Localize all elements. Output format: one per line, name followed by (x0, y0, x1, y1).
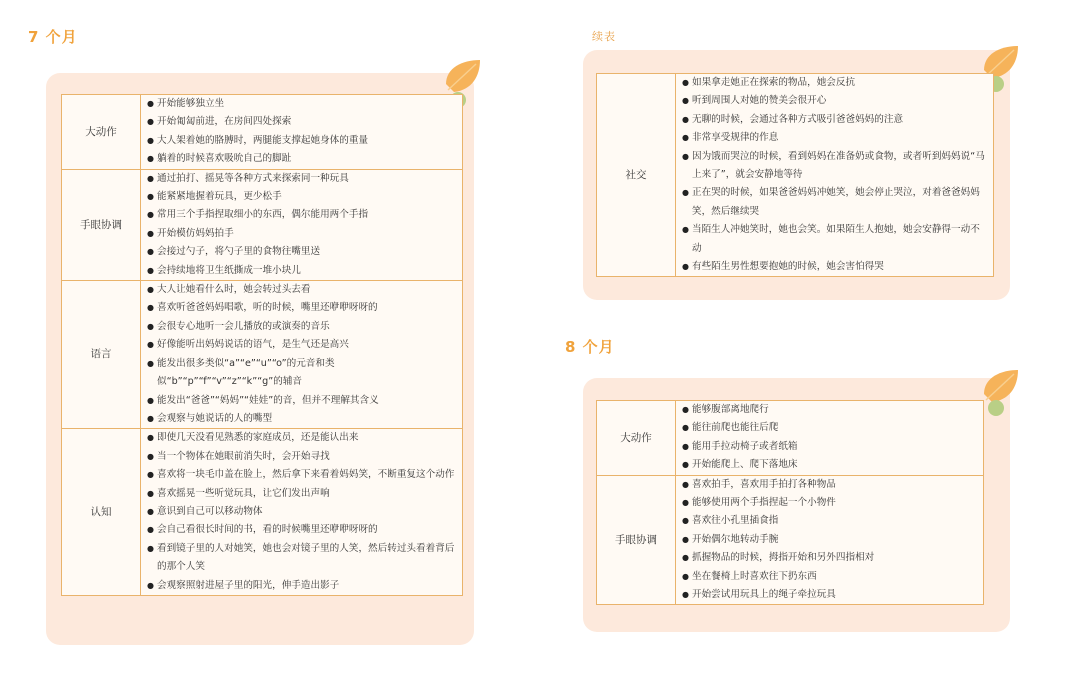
list-item (147, 355, 458, 392)
milestone-text: 有些陌生男性想要抱她的时候，她会害怕得哭 (692, 261, 884, 273)
list-item (147, 485, 458, 503)
table-row (597, 74, 994, 277)
milestone-text: 常用三个手指捏取细小的东西，偶尔能用两个手指 (157, 209, 369, 221)
bullet-icon: ● (147, 321, 154, 331)
milestone-list (141, 95, 463, 170)
list-item (147, 113, 458, 131)
section-heading-8-months: 8 个月 (565, 338, 615, 356)
milestone-text: 喜欢摇晃一些听觉玩具，让它们发出声响 (157, 487, 330, 499)
bullet-icon: ● (682, 96, 689, 106)
bullet-icon: ● (682, 78, 689, 87)
bullet-icon: ● (147, 173, 154, 183)
milestone-list (141, 281, 463, 429)
milestone-text: 正在哭的时候，如果爸爸妈妈冲她笑，她会停止哭泣，对着爸爸妈妈笑，然后继续哭 (692, 187, 980, 217)
list-item (147, 206, 458, 224)
bullet-icon: ● (682, 188, 689, 198)
bullet-icon: ● (147, 340, 154, 350)
bullet-icon: ● (147, 580, 154, 590)
list-item (147, 466, 458, 484)
milestone-text: 喜欢往小孔里插食指 (692, 515, 779, 527)
list-item (682, 92, 989, 110)
bullet-icon: ● (147, 395, 154, 405)
bullet-icon: ● (147, 228, 154, 238)
table-row (62, 95, 463, 170)
list-item (682, 111, 989, 129)
list-item (682, 494, 979, 512)
milestone-text: 看到镜子里的人对她笑，她也会对镜子里的人笑，然后转过头看着背后的那个人笑 (157, 542, 455, 573)
table-row (597, 401, 984, 476)
milestone-text: 喜欢听爸爸妈妈唱歌，听的时候，嘴里还咿咿呀呀的 (157, 302, 378, 314)
list-item (682, 148, 989, 185)
milestone-text: 大人让她看什么时，她会转过头去看 (157, 284, 311, 296)
milestone-text: 即使几天没看见熟悉的家庭成员，还是能认出来 (157, 432, 359, 444)
bullet-icon: ● (682, 516, 689, 526)
milestone-text: 当一个物体在她眼前消失时，会开始寻找 (157, 450, 330, 462)
table-row (597, 475, 984, 605)
bullet-icon: ● (682, 423, 689, 433)
bullet-icon: ● (682, 571, 689, 581)
category-label: 大动作 (597, 401, 676, 476)
milestone-text: 能发出“爸爸”“妈妈”“娃娃”的音，但并不理解其含义 (157, 394, 379, 406)
milestone-text: 会持续地将卫生纸撕成一堆小块儿 (157, 264, 301, 276)
bullet-icon: ● (147, 358, 154, 368)
milestone-text: 躺着的时候喜欢吸吮自己的脚趾 (157, 153, 292, 165)
milestone-text: 喜欢拍手，喜欢用手拍打各种物品 (692, 478, 836, 490)
milestone-list (676, 401, 984, 476)
milestone-text: 会很专心地听一会儿播放的或演奏的音乐 (157, 320, 330, 332)
milestone-text: 因为饿而哭泣的时候，看到妈妈在准备奶或食物，或者听到妈妈说“马上来了”，就会安静地等待 (692, 150, 985, 181)
bullet-icon: ● (682, 553, 689, 563)
milestone-text: 开始能够独立坐 (157, 98, 225, 109)
category-label: 手眼协调 (62, 169, 141, 280)
category-label: 大动作 (62, 95, 141, 170)
table-continued (596, 73, 994, 277)
list-item (147, 243, 458, 261)
bullet-icon: ● (147, 192, 154, 202)
milestone-text: 听到周围人对她的赞美会很开心 (692, 95, 827, 107)
list-item (147, 262, 458, 280)
list-item (147, 540, 458, 577)
bullet-icon: ● (147, 247, 154, 257)
list-item (682, 401, 979, 419)
section-heading-7-months: 7 个月 (28, 28, 78, 46)
list-item (682, 512, 979, 530)
list-item (682, 129, 989, 147)
milestone-text: 能够使用两个手指捏起一个小物件 (692, 497, 836, 509)
milestone-text: 开始尝试用玩具上的绳子牵拉玩具 (692, 589, 836, 601)
bullet-icon: ● (147, 135, 154, 145)
milestone-text: 能紧紧地握着玩具，更少松手 (157, 191, 282, 203)
category-label: 社交 (597, 74, 676, 277)
list-item (682, 221, 989, 258)
list-item (147, 503, 458, 521)
list-item (682, 586, 979, 604)
bullet-icon: ● (682, 133, 689, 143)
bullet-icon: ● (682, 534, 689, 544)
list-item (682, 438, 979, 456)
list-item (147, 225, 458, 243)
section-heading-continued: 续表 (592, 30, 616, 43)
milestone-list (141, 429, 463, 596)
bullet-icon: ● (147, 506, 154, 516)
bullet-icon: ● (147, 285, 154, 295)
milestone-text: 抓握物品的时候，拇指开始和另外四指相对 (692, 552, 875, 564)
list-item (147, 132, 458, 150)
list-item (147, 150, 458, 168)
list-item (682, 184, 989, 221)
bullet-icon: ● (682, 405, 689, 414)
table-7-months (61, 94, 463, 596)
bullet-icon: ● (682, 114, 689, 124)
bullet-icon: ● (682, 151, 689, 161)
milestone-text: 大人架着她的胳膊时，两腿能支撑起她身体的重量 (157, 134, 369, 146)
bullet-icon: ● (147, 525, 154, 535)
milestone-text: 好像能听出妈妈说话的语气，是生气还是高兴 (157, 339, 349, 351)
milestone-text: 会观察与她说话的人的嘴型 (157, 412, 273, 424)
bullet-icon: ● (147, 451, 154, 461)
bullet-icon: ● (682, 441, 689, 451)
bullet-icon: ● (147, 117, 154, 127)
bullet-icon: ● (682, 479, 689, 489)
leaf-icon (978, 366, 1028, 418)
list-item (682, 258, 989, 276)
milestone-text: 能够腹部离地爬行 (692, 404, 769, 415)
milestone-text: 坐在餐椅上时喜欢往下扔东西 (692, 570, 817, 582)
list-item (147, 95, 458, 113)
bullet-icon: ● (147, 488, 154, 498)
bullet-icon: ● (682, 498, 689, 508)
milestone-list (676, 74, 994, 277)
bullet-icon: ● (147, 413, 154, 423)
bullet-icon: ● (147, 433, 154, 443)
milestone-text: 当陌生人冲她笑时，她也会笑。如果陌生人抱她，她会安静得一动不动 (692, 224, 980, 254)
bullet-icon: ● (682, 460, 689, 470)
milestone-text: 能发出很多类似“a”“e”“u”“o”的元音和类似“b”“p”“f”“v”“z”“k”“g”的辅音 (157, 357, 335, 388)
list-item (147, 448, 458, 466)
bullet-icon: ● (682, 262, 689, 272)
list-item (147, 392, 458, 410)
milestone-text: 非常享受规律的作息 (692, 132, 779, 144)
bullet-icon: ● (682, 590, 689, 600)
milestone-text: 能用手拉动椅子或者纸箱 (692, 440, 798, 452)
category-label: 认知 (62, 429, 141, 596)
bullet-icon: ● (147, 154, 154, 164)
milestone-text: 开始偶尔地转动手腕 (692, 533, 779, 545)
list-item (147, 281, 458, 299)
milestone-list (676, 475, 984, 605)
table-row (62, 281, 463, 429)
list-item (147, 336, 458, 354)
milestone-text: 开始匍匐前进，在房间四处探索 (157, 116, 292, 128)
milestone-text: 喜欢将一块毛巾盖在脸上，然后拿下来看着妈妈笑，不断重复这个动作 (157, 469, 455, 481)
table-row (62, 429, 463, 596)
list-item (147, 410, 458, 428)
list-item (682, 74, 989, 92)
list-item (147, 299, 458, 317)
list-item (682, 419, 979, 437)
list-item (147, 188, 458, 206)
list-item (682, 549, 979, 567)
milestone-text: 会自己看很长时间的书，看的时候嘴里还咿咿呀呀的 (157, 524, 378, 536)
bullet-icon: ● (682, 225, 689, 235)
list-item (682, 568, 979, 586)
milestone-text: 如果拿走她正在探索的物品，她会反抗 (692, 77, 856, 88)
list-item (147, 577, 458, 595)
bullet-icon: ● (147, 265, 154, 275)
milestone-text: 会接过勺子，将勺子里的食物往嘴里送 (157, 246, 321, 258)
milestone-text: 开始模仿妈妈拍手 (157, 227, 234, 239)
list-item (147, 429, 458, 447)
milestone-text: 无聊的时候，会通过各种方式吸引爸爸妈妈的注意 (692, 113, 904, 125)
list-item (147, 521, 458, 539)
milestone-text: 能往前爬也能往后爬 (692, 422, 779, 434)
milestone-text: 开始能爬上、爬下落地床 (692, 459, 798, 471)
list-item (147, 318, 458, 336)
milestone-list (141, 169, 463, 280)
list-item (682, 476, 979, 494)
milestone-text: 通过拍打、摇晃等各种方式来探索同一种玩具 (157, 172, 349, 184)
category-label: 手眼协调 (597, 475, 676, 605)
milestone-text: 意识到自己可以移动物体 (157, 505, 263, 517)
bullet-icon: ● (147, 543, 154, 553)
milestone-text: 会观察照射进屋子里的阳光，伸手造出影子 (157, 579, 340, 591)
table-row (62, 169, 463, 280)
bullet-icon: ● (147, 99, 154, 108)
list-item (682, 531, 979, 549)
list-item (682, 456, 979, 474)
bullet-icon: ● (147, 303, 154, 313)
table-8-months (596, 400, 984, 605)
list-item (147, 170, 458, 188)
bullet-icon: ● (147, 470, 154, 480)
bullet-icon: ● (147, 210, 154, 220)
category-label: 语言 (62, 281, 141, 429)
